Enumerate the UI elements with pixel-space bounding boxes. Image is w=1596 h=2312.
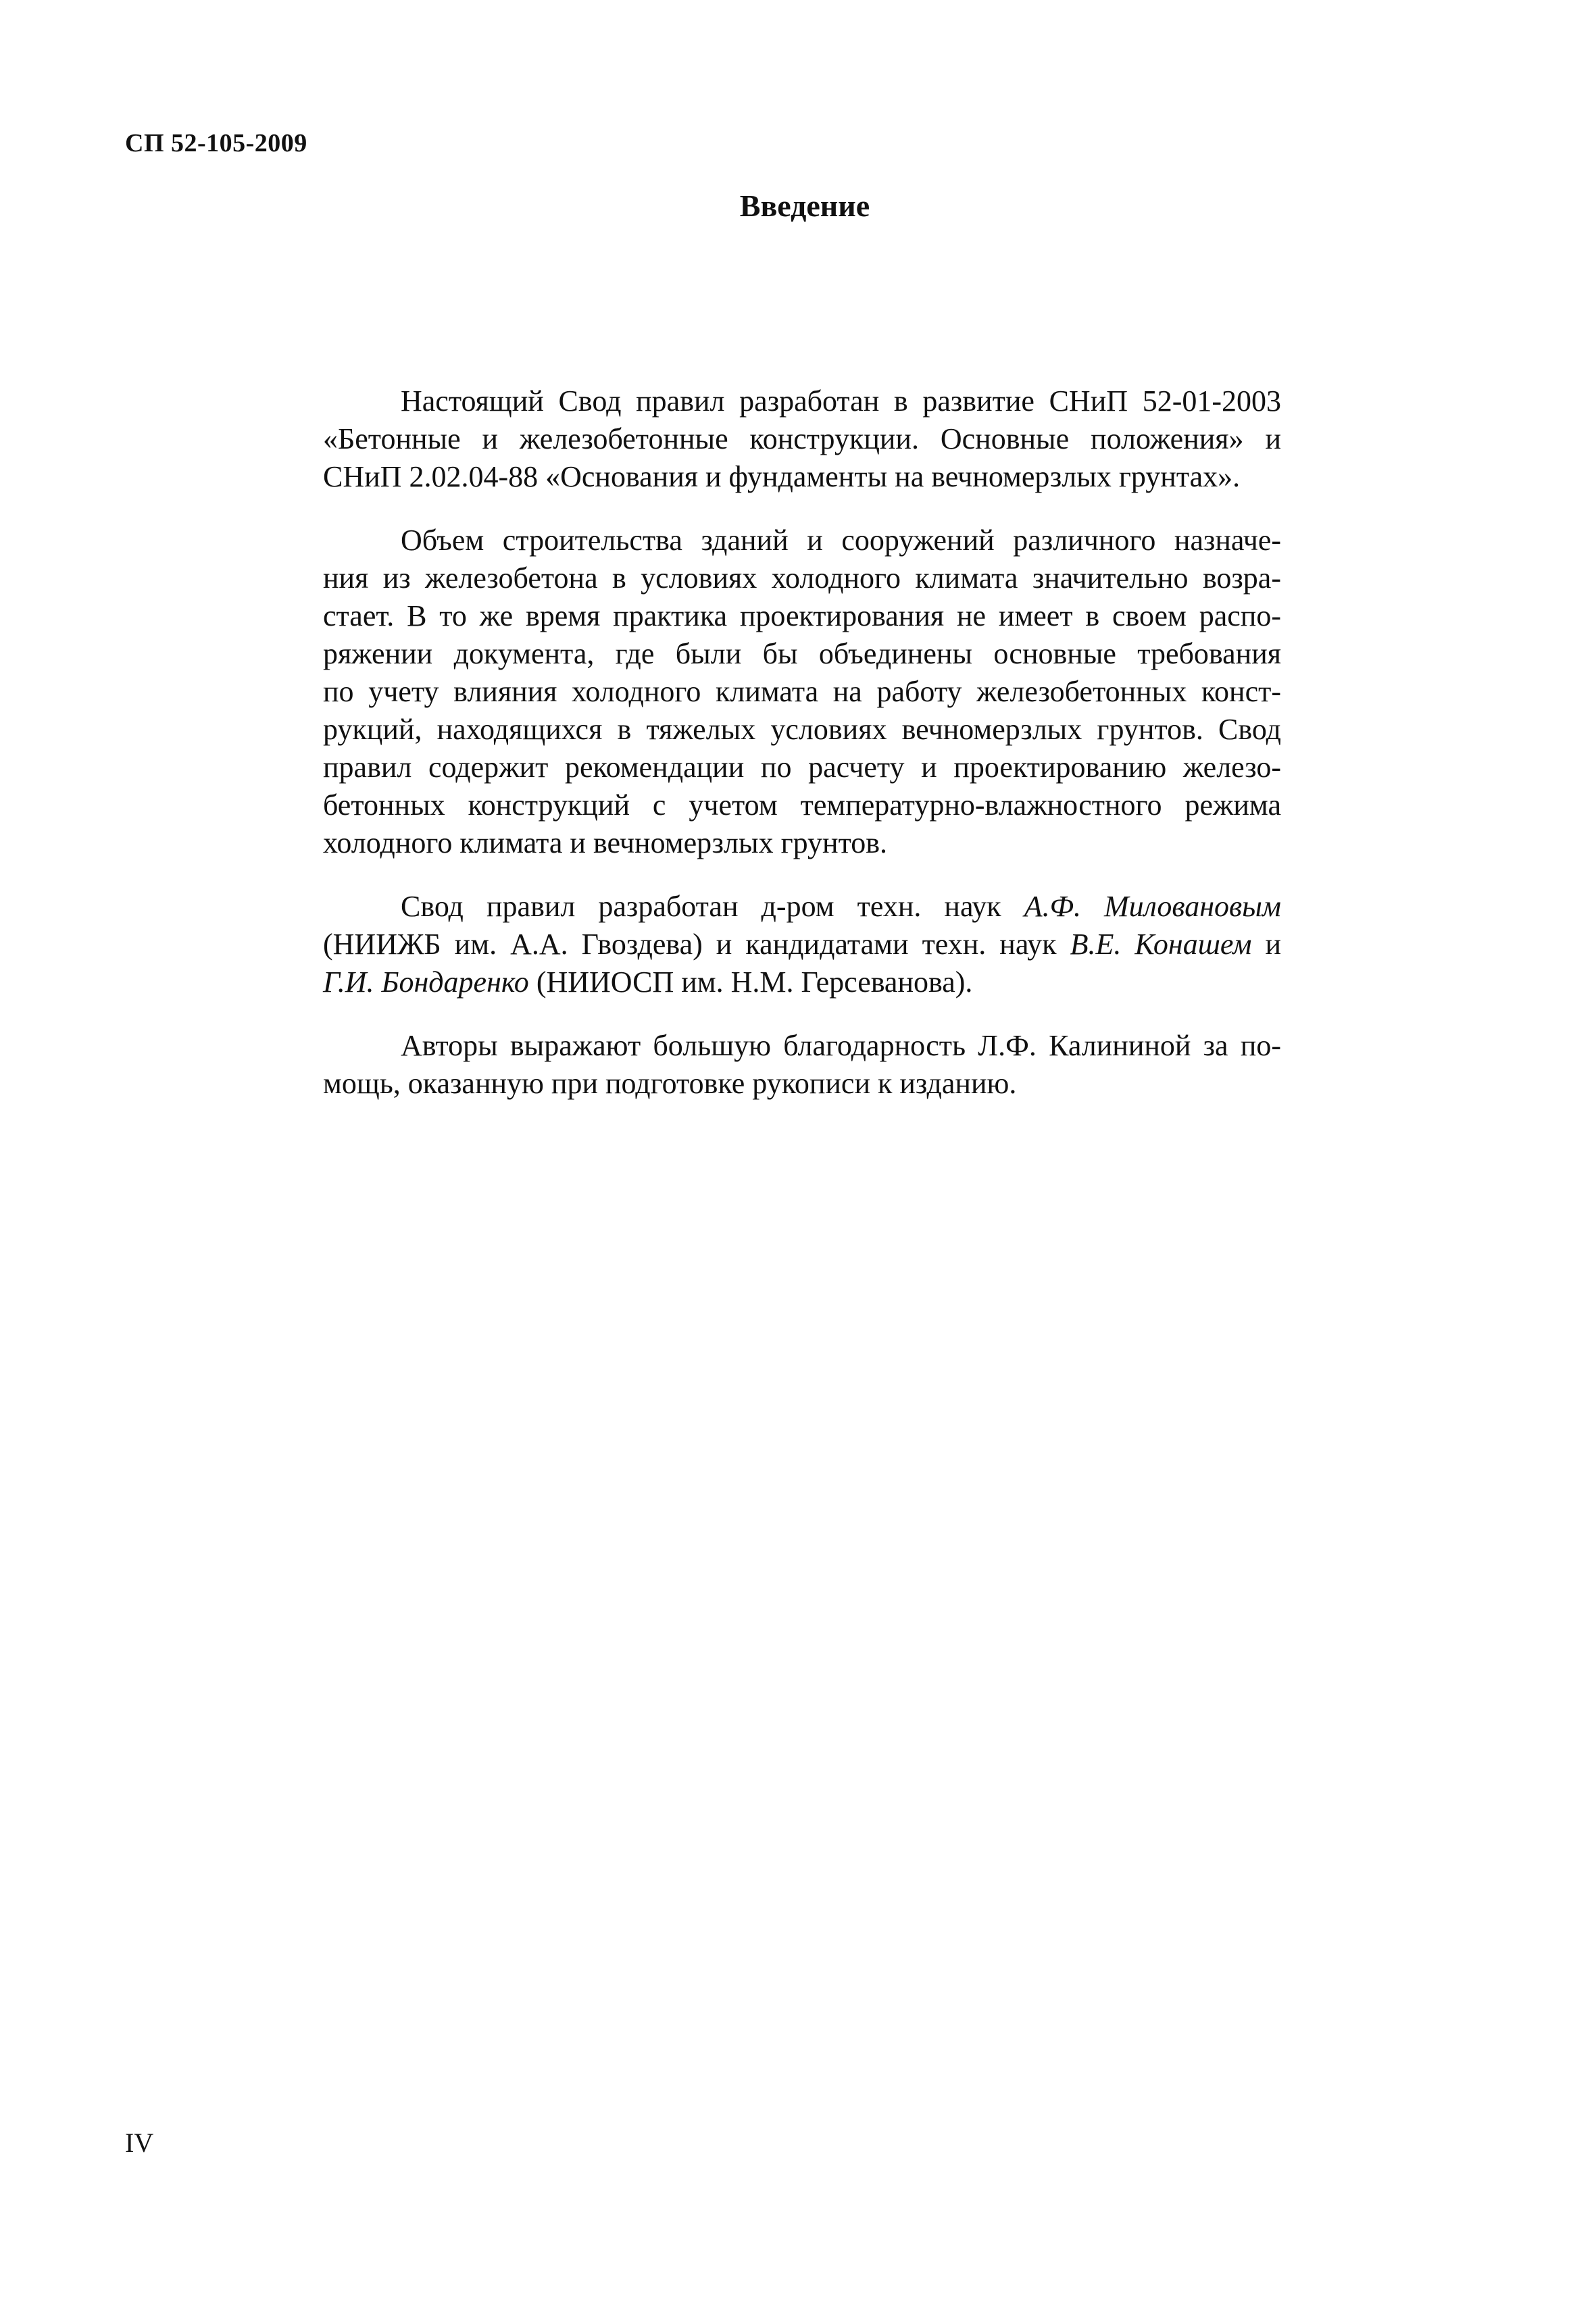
text-line: рукций, находящихся в тяжелых условиях вечномерзлых грунтов. Свод <box>323 713 1281 746</box>
text-line: ния из железобетона в условиях холодного климата значительно возра- <box>323 561 1281 595</box>
page-title <box>0 188 1596 224</box>
text-line: Объем строительства зданий и сооружений различного назначе- <box>401 524 1281 557</box>
text-line: по учету влияния холодного климата на работу железобетонных конст- <box>323 675 1281 708</box>
text-line <box>323 926 1281 963</box>
page-number: IV <box>125 2128 154 2158</box>
institute-text: (НИИЖБ им. А.А. Гвоздева) и кандидатами техн. наук <box>323 928 1057 961</box>
text-line: правил содержит рекомендации по расчету и проектированию железо- <box>323 751 1281 784</box>
paragraph-3 <box>323 888 1281 1001</box>
text-line: СНиП 2.02.04-88 «Основания и фундаменты на вечномерзлых грунтах». <box>323 460 1241 493</box>
author-name: А.Ф. Миловановым <box>1024 890 1282 923</box>
text-line: ряжении документа, где были бы объединены основные требования <box>323 637 1281 670</box>
text-line <box>323 888 1281 926</box>
institute-text: (НИИОСП им. Н.М. Герсеванова). <box>536 965 973 999</box>
paragraph-4 <box>323 1027 1281 1103</box>
text-line: Авторы выражают большую благодарность Л.Ф. Калининой за по- <box>401 1029 1281 1062</box>
text-line <box>323 963 1281 1001</box>
text-line: «Бетонные и железобетонные конструкции. Основные положения» и <box>323 422 1281 455</box>
text-line: бетонных конструкций с учетом температурно-влажностного режима <box>323 788 1281 822</box>
document-code: СП 52-105-2009 <box>125 129 307 157</box>
text-line: холодного климата и вечномерзлых грунтов. <box>323 826 888 859</box>
author-name: В.Е. Конашем <box>1070 928 1252 961</box>
conjunction-text: и <box>1265 928 1282 961</box>
author-name: Г.И. Бондаренко <box>323 965 529 999</box>
authorship-text: Свод правил разработан д-ром техн. наук <box>401 890 1001 923</box>
text-line: мощь, оказанную при подготовке рукописи к изданию. <box>323 1067 1017 1100</box>
body-text <box>323 382 1281 1103</box>
paragraph-1 <box>323 382 1281 496</box>
paragraph-2 <box>323 522 1281 862</box>
text-line: Настоящий Свод правил разработан в развитие СНиП 52-01-2003 <box>401 384 1281 418</box>
text-line: стает. В то же время практика проектирования не имеет в своем распо- <box>323 599 1281 632</box>
page-title-text: Введение <box>739 189 870 223</box>
